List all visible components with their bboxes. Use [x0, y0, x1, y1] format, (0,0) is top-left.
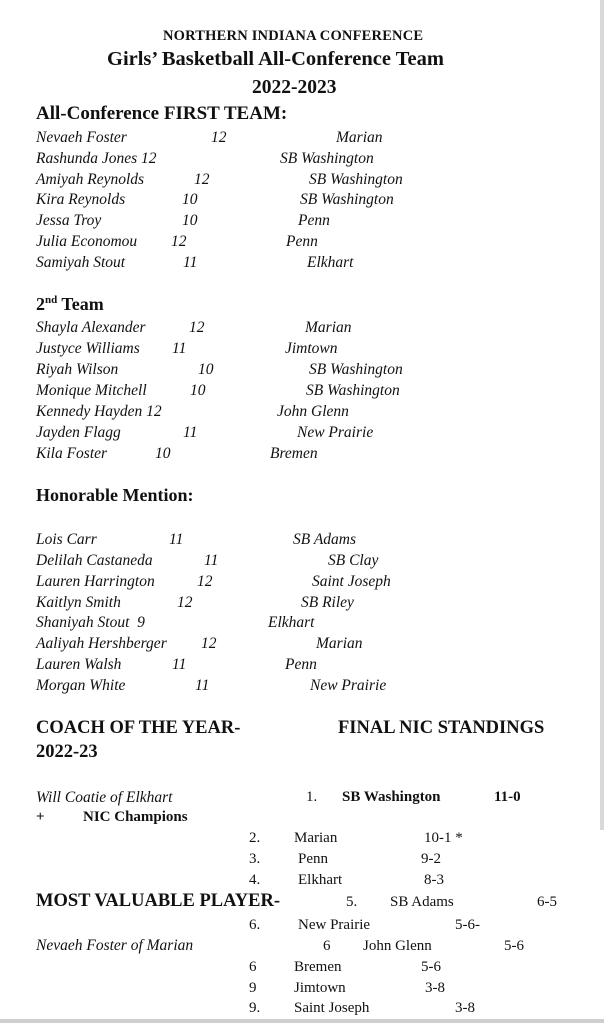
player-grade: 10: [182, 191, 198, 208]
player-name: Lauren Walsh: [36, 656, 122, 673]
player-name: Monique Mitchell: [36, 382, 147, 399]
plus-sign: +: [36, 809, 45, 825]
standing-team: SB Washington: [342, 789, 441, 805]
player-school: SB Washington: [306, 382, 400, 399]
standing-record: 3-8: [425, 980, 445, 996]
standing-record: 5-6-: [455, 917, 480, 933]
standing-rank: 2.: [249, 830, 261, 846]
player-name: Julia Economou: [36, 233, 138, 250]
standing-rank: 9.: [249, 1000, 261, 1016]
standing-record: 3-8: [455, 1000, 475, 1016]
player-school: Bremen: [270, 445, 318, 462]
standing-rank: 9: [249, 980, 257, 996]
document-title: Girls’ Basketball All-Conference Team: [107, 48, 444, 70]
standing-record: 6-5: [537, 894, 557, 910]
player-grade: 10: [198, 361, 214, 378]
standing-team: John Glenn: [363, 938, 432, 954]
honorable-mention-heading: Honorable Mention:: [36, 485, 194, 505]
mvp-heading: MOST VALUABLE PLAYER-: [36, 891, 280, 911]
player-school: SB Adams: [293, 531, 357, 548]
player-grade: 11: [169, 531, 184, 548]
conference-name: NORTHERN INDIANA CONFERENCE: [163, 28, 424, 44]
player-grade: 12: [201, 635, 217, 652]
standing-team: Bremen: [294, 959, 342, 975]
second-team-heading: 2nd Team: [36, 294, 104, 314]
player-name: Shayla Alexander: [36, 319, 146, 336]
player-school: Marian: [336, 129, 383, 146]
standing-team: SB Adams: [390, 894, 454, 910]
player-grade: 12: [194, 171, 210, 188]
nic-champions-label: NIC Champions: [83, 809, 188, 825]
player-school: Elkhart: [307, 254, 354, 271]
player-name: Jessa Troy: [36, 212, 102, 229]
standing-record: 5-6: [504, 938, 524, 954]
standing-rank: 6: [249, 959, 257, 975]
player-grade: 11: [172, 656, 187, 673]
standing-rank: 6.: [249, 917, 261, 933]
player-name: Jayden Flagg: [36, 424, 121, 441]
player-name: Nevaeh Foster: [36, 129, 127, 146]
player-grade: 11: [172, 340, 187, 357]
player-name: Justyce Williams: [36, 340, 140, 357]
player-school: Penn: [298, 212, 330, 229]
player-grade: 12: [177, 594, 193, 611]
player-name: Delilah Castaneda: [36, 552, 153, 569]
player-grade: 12: [197, 573, 213, 590]
standing-team: New Prairie: [298, 917, 371, 933]
standing-record: 11-0: [494, 789, 521, 805]
player-name: Lois Carr: [36, 531, 97, 548]
player-name: Riyah Wilson: [36, 361, 119, 378]
player-grade: 11: [204, 552, 219, 569]
standing-record: 9-2: [421, 851, 441, 867]
player-school: Saint Joseph: [312, 573, 391, 590]
standing-rank: 4.: [249, 872, 261, 888]
player-school: New Prairie: [297, 424, 374, 441]
player-grade: 12: [211, 129, 227, 146]
player-name: Kila Foster: [36, 445, 108, 462]
standing-rank: 6: [323, 938, 331, 954]
player-grade: 12: [171, 233, 187, 250]
player-school: Elkhart: [268, 614, 315, 631]
player-name: Shaniyah Stout 9: [36, 614, 145, 631]
player-school: John Glenn: [277, 403, 349, 420]
standing-team: Marian: [294, 830, 338, 846]
standing-rank: 5.: [346, 894, 358, 910]
scrollbar[interactable]: [600, 0, 604, 830]
coach-season-label: 2022-23: [36, 742, 98, 762]
first-team-heading: All-Conference FIRST TEAM:: [36, 103, 288, 124]
player-school: SB Washington: [300, 191, 394, 208]
player-school: Marian: [305, 319, 352, 336]
player-school: SB Washington: [309, 171, 403, 188]
mvp-name: Nevaeh Foster of Marian: [36, 937, 194, 954]
standing-team: Saint Joseph: [294, 1000, 370, 1016]
coach-name: Will Coatie of Elkhart: [36, 789, 173, 806]
player-name: Amiyah Reynolds: [36, 171, 145, 188]
player-name: Kaitlyn Smith: [36, 594, 121, 611]
standing-team: Elkhart: [298, 872, 343, 888]
player-grade: 11: [183, 424, 198, 441]
player-name: Morgan White: [36, 677, 126, 694]
player-school: SB Washington: [309, 361, 403, 378]
player-name: Lauren Harrington: [36, 573, 155, 590]
player-grade: 11: [195, 677, 210, 694]
standing-rank: 1.: [306, 789, 318, 805]
player-school: Jimtown: [285, 340, 338, 357]
season-label: 2022-2023: [252, 77, 337, 98]
player-grade: 10: [182, 212, 198, 229]
standing-record: 8-3: [424, 872, 444, 888]
standing-record: 5-6: [421, 959, 441, 975]
player-school: SB Riley: [301, 594, 354, 611]
player-school: SB Clay: [328, 552, 379, 569]
player-name: Rashunda Jones 12: [36, 150, 157, 167]
player-school: Penn: [285, 656, 317, 673]
player-school: SB Washington: [280, 150, 374, 167]
player-name: Kennedy Hayden 12: [36, 403, 162, 420]
standing-record: 10-1 *: [424, 830, 463, 846]
page-bottom-edge: [0, 1019, 604, 1023]
player-school: Marian: [316, 635, 363, 652]
standing-team: Penn: [298, 851, 328, 867]
player-grade: 12: [189, 319, 205, 336]
standings-heading: FINAL NIC STANDINGS: [338, 718, 545, 738]
standing-rank: 3.: [249, 851, 261, 867]
player-school: Penn: [286, 233, 318, 250]
player-school: New Prairie: [310, 677, 387, 694]
player-grade: 10: [190, 382, 206, 399]
player-grade: 10: [155, 445, 171, 462]
player-name: Kira Reynolds: [36, 191, 126, 208]
standing-team: Jimtown: [294, 980, 346, 996]
coach-of-year-heading: COACH OF THE YEAR-: [36, 718, 241, 738]
player-name: Aaliyah Hershberger: [36, 635, 167, 652]
player-name: Samiyah Stout: [36, 254, 126, 271]
player-grade: 11: [183, 254, 198, 271]
